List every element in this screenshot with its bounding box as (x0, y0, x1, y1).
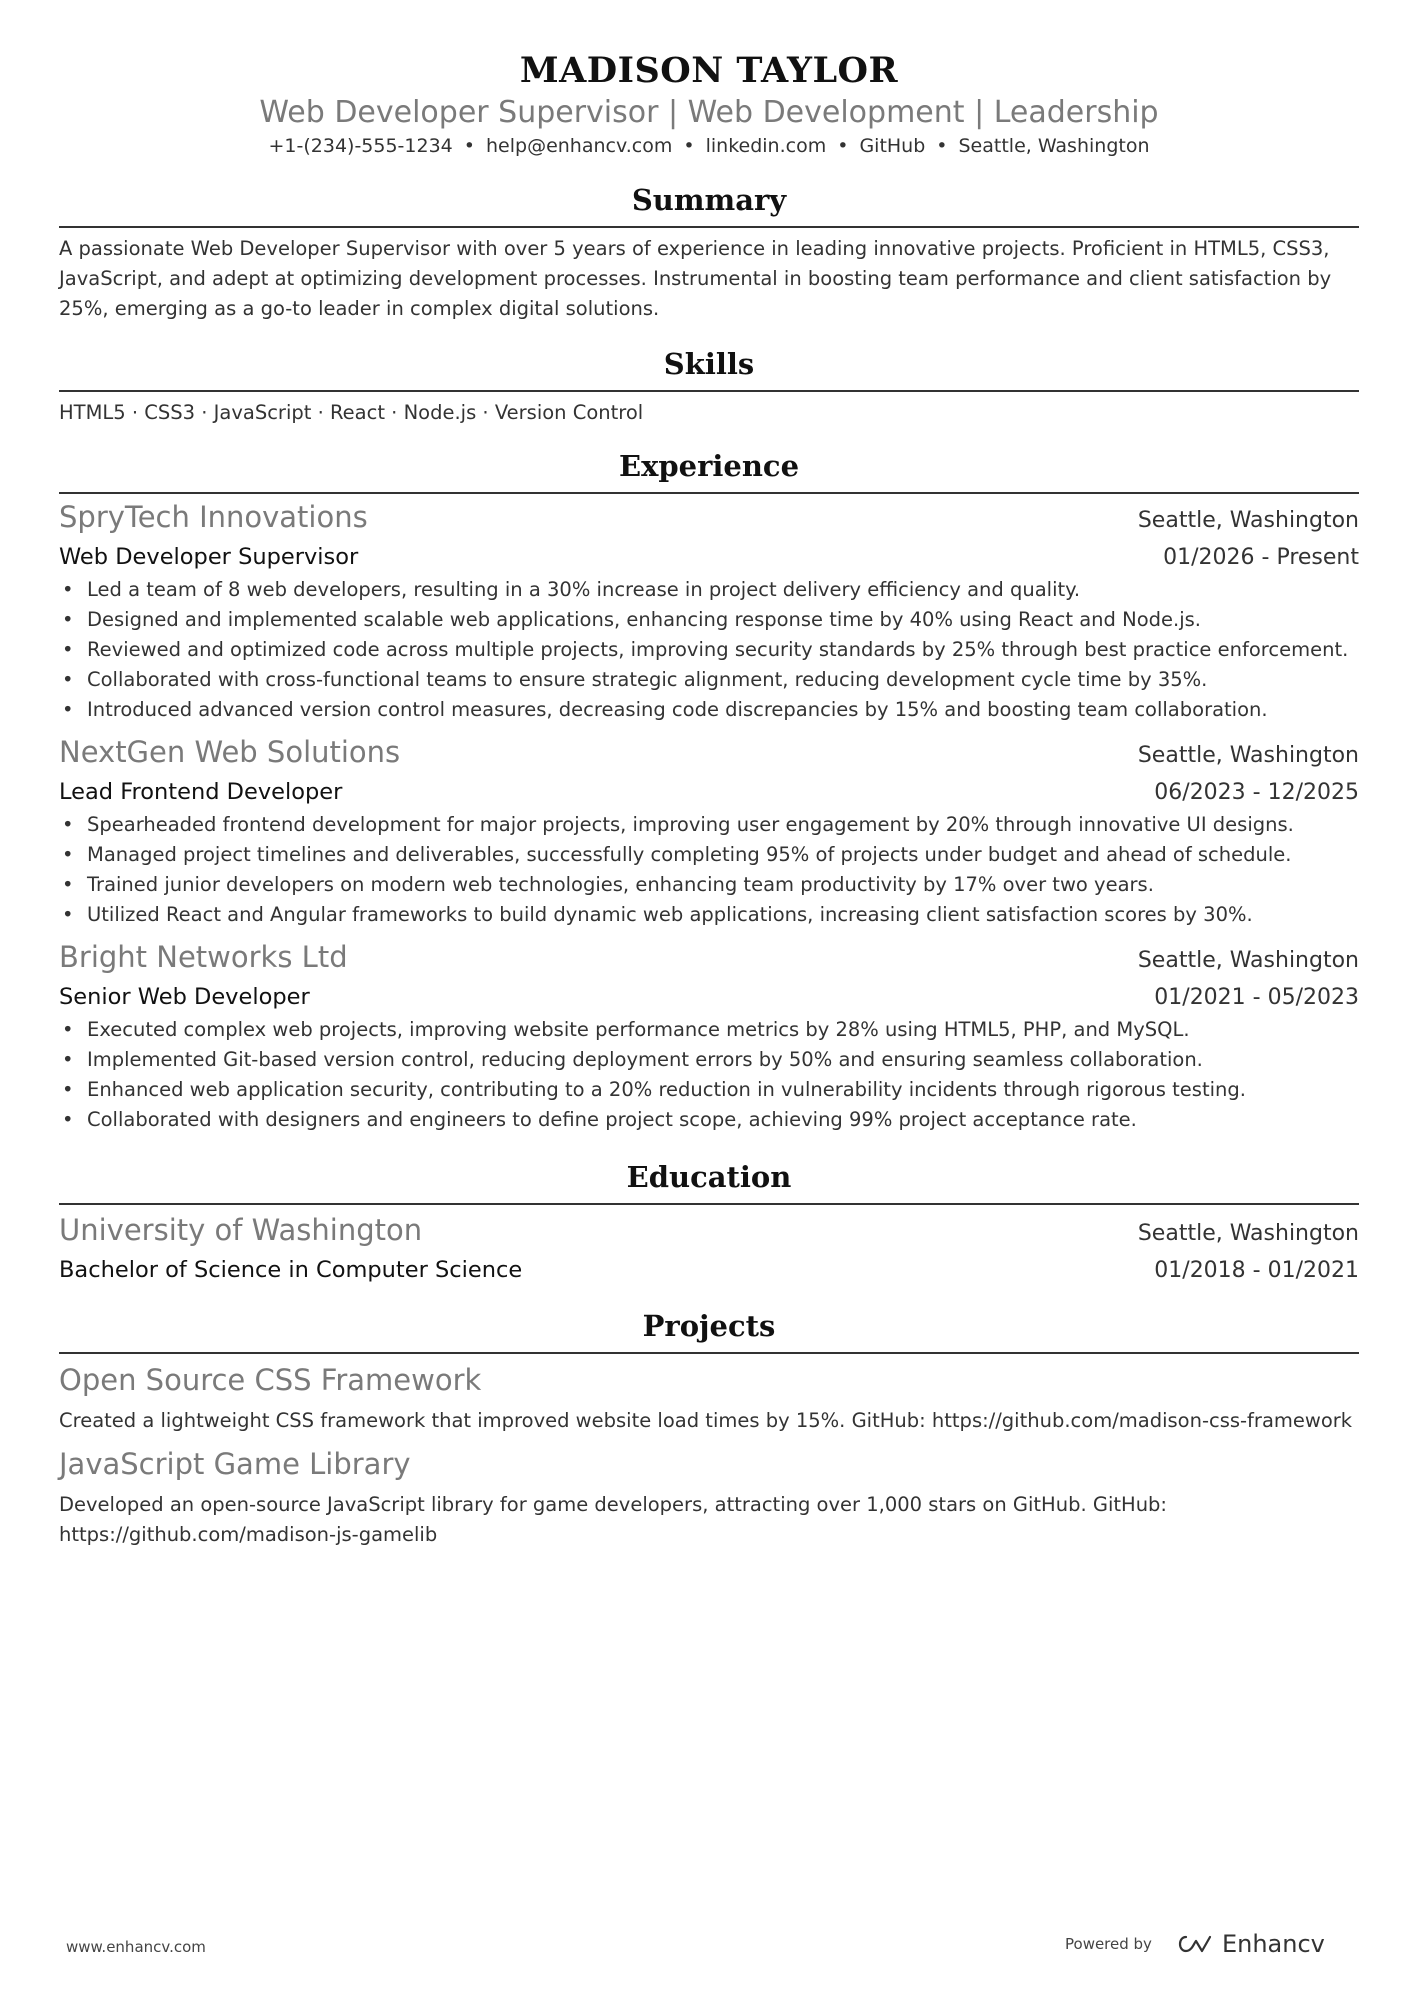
education-entry (59, 1211, 1359, 1288)
job-location: Seattle, Washington (1137, 948, 1359, 973)
section-title-experience: Experience (59, 446, 1359, 494)
separator-dot: • (936, 135, 948, 157)
bullet-item: • Spearheaded frontend development for major projects, improving user engagement by 20% through innovative UI designs. (59, 810, 1359, 840)
candidate-name: MADISON TAYLOR (519, 50, 899, 91)
resume-page (59, 0, 1359, 1550)
school-location: Seattle, Washington (1137, 1221, 1359, 1246)
degree: Bachelor of Science in Computer Science (59, 1257, 523, 1283)
job-title: Lead Frontend Developer (59, 779, 343, 805)
company-name: Bright Networks Ltd (59, 940, 348, 974)
job-bullets (59, 575, 1359, 725)
summary-text: A passionate Web Developer Supervisor with over 5 years of experience in leading innovative projects. Proficient in HTML5, CSS3, JavaScript, and adept at optimizing development processes. Instrumental in boosting team performance and client satisfaction by 25%, emerging as a go-to leader in complex digital solutions. (59, 237, 1332, 320)
contact-phone: +1-(234)-555-1234 (268, 135, 453, 157)
job-dates: 01/2026 - Present (1163, 545, 1359, 570)
footer-branding (1065, 1930, 1325, 1958)
powered-by-label: Powered by (1065, 1935, 1152, 1953)
contact-line (59, 132, 1359, 160)
experience-entry (59, 498, 1359, 725)
bullet-item: • Designed and implemented scalable web applications, enhancing response time by 40% using React and Node.js. (59, 605, 1359, 635)
headline: Web Developer Supervisor | Web Development | Leadership (259, 95, 1159, 130)
contact-email[interactable]: help@enhancv.com (486, 135, 673, 157)
bullet-item: • Collaborated with designers and engineers to define project scope, achieving 99% project acceptance rate. (59, 1105, 1359, 1135)
company-name: NextGen Web Solutions (59, 735, 401, 769)
job-dates: 01/2021 - 05/2023 (1154, 985, 1359, 1010)
separator-dot: • (683, 135, 695, 157)
project-title: JavaScript Game Library (59, 1447, 411, 1481)
section-title-education: Education (59, 1157, 1359, 1205)
enhancv-logo-icon (1174, 1933, 1214, 1955)
job-location: Seattle, Washington (1137, 743, 1359, 768)
section-title-skills: Skills (59, 344, 1359, 392)
bullet-item: • Implemented Git-based version control, reducing deployment errors by 50% and ensuring seamless collaboration. (59, 1045, 1359, 1075)
projects-section (59, 1306, 1359, 1550)
separator-dot: • (463, 135, 475, 157)
experience-entry (59, 938, 1359, 1135)
separator-dot: • (837, 135, 849, 157)
education-section (59, 1157, 1359, 1288)
bullet-item: • Introduced advanced version control measures, decreasing code discrepancies by 15% and boosting team collaboration. (59, 695, 1359, 725)
project-description: Created a lightweight CSS framework that improved website load times by 15%. GitHub: https://github.com/madison-css-framework (59, 1409, 1353, 1432)
education-dates: 01/2018 - 01/2021 (1154, 1258, 1359, 1283)
job-title: Senior Web Developer (59, 984, 310, 1010)
brand-name: Enhancv (1221, 1930, 1325, 1958)
bullet-item: • Enhanced web application security, contributing to a 20% reduction in vulnerability incidents through rigorous testing. (59, 1075, 1359, 1105)
contact-linkedin[interactable]: linkedin.com (705, 135, 827, 157)
contact-location: Seattle, Washington (958, 135, 1150, 157)
bullet-item: • Led a team of 8 web developers, resulting in a 30% increase in project delivery efficiency and quality. (59, 575, 1359, 605)
bullet-item: • Executed complex web projects, improving website performance metrics by 28% using HTML5, PHP, and MySQL. (59, 1015, 1359, 1045)
bullet-item: • Collaborated with cross-functional teams to ensure strategic alignment, reducing development cycle time by 35%. (59, 665, 1359, 695)
job-location: Seattle, Washington (1137, 508, 1359, 533)
skills-list: HTML5 · CSS3 · JavaScript · React · Node.js · Version Control (59, 401, 644, 424)
job-bullets (59, 810, 1359, 930)
summary-section (59, 180, 1359, 324)
job-bullets (59, 1015, 1359, 1135)
skills-section (59, 344, 1359, 428)
contact-github[interactable]: GitHub (859, 135, 926, 157)
school-name: University of Washington (59, 1213, 423, 1247)
job-dates: 06/2023 - 12/2025 (1154, 780, 1359, 805)
bullet-item: • Reviewed and optimized code across multiple projects, improving security standards by 25% through best practice enforcement. (59, 635, 1359, 665)
bullet-item: • Utilized React and Angular frameworks to build dynamic web applications, increasing client satisfaction scores by 30%. (59, 900, 1359, 930)
project-title: Open Source CSS Framework (59, 1363, 482, 1397)
experience-section (59, 446, 1359, 1135)
enhancv-logo[interactable] (1174, 1930, 1325, 1958)
project-entry (59, 1360, 1359, 1436)
job-title: Web Developer Supervisor (59, 544, 359, 570)
footer-website[interactable]: www.enhancv.com (66, 1938, 206, 1956)
bullet-item: • Trained junior developers on modern web technologies, enhancing team productivity by 17% over two years. (59, 870, 1359, 900)
project-entry (59, 1444, 1359, 1550)
company-name: SpryTech Innovations (59, 500, 368, 534)
section-title-summary: Summary (59, 180, 1359, 228)
bullet-item: • Managed project timelines and deliverables, successfully completing 95% of projects under budget and ahead of schedule. (59, 840, 1359, 870)
experience-entry (59, 733, 1359, 930)
project-description: Developed an open-source JavaScript library for game developers, attracting over 1,000 stars on GitHub. GitHub: https://github.com/madison-js-gamelib (59, 1493, 1167, 1546)
section-title-projects: Projects (59, 1306, 1359, 1354)
